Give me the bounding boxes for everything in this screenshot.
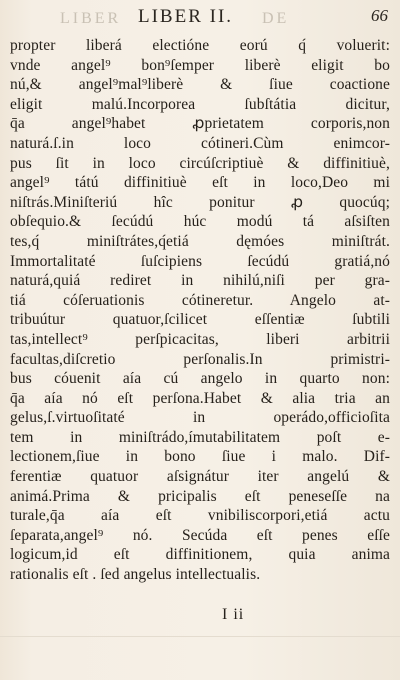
text-line: vnde angel⁹ bon⁹ſemper liberè eligit bo: [10, 56, 390, 74]
text-line: q̄a angel⁹habet ꝓprietatem corporis,non: [10, 115, 390, 133]
text-line: ſeparata,angel⁹ nó. Secúda eſt penes eſſe: [10, 526, 390, 544]
text-line: bus cóuenit aía cú angelo in quarto non:: [10, 370, 390, 388]
text-line: niſtrás.Miniſteriú hîc ponitur ꝓ quocúq;: [10, 193, 390, 211]
bleed-through-text-left: LIBER: [60, 10, 122, 27]
text-line: logicum,id eſt diffinitionem, quia anima: [10, 546, 390, 564]
page-bottom-shade: [0, 636, 400, 637]
bleed-through-text-right: DE: [262, 10, 290, 27]
text-line: eligit malú.Incorporea ſubſtátia dicitur,: [10, 95, 390, 113]
text-line: facultas,diſcretio perſonalis.In primistri-: [10, 350, 390, 368]
text-line: nú,& angel⁹mal⁹liberè & ſiue coactione: [10, 76, 390, 94]
text-line: ferentiæ quatuor aſsignátur iter angelú &: [10, 468, 390, 486]
text-line: tiá cóſeruationis cótineretur. Angelo at-: [10, 291, 390, 309]
text-line: rationalis eſt . ſed angelus intellectualis.: [10, 566, 261, 584]
text-line: obſequio.& ſecúdú húc modú tá aſsiſten: [10, 213, 390, 231]
text-line: lectionem,ſiue in bono ſiue i malo. Dif-: [10, 448, 390, 466]
text-line: Immortalitaté ſuſcipiens ſecúdú gratiá,nó: [10, 252, 390, 270]
text-line: q̄a aía nó eſt perſona.Habet & alia tria an: [10, 389, 390, 407]
text-line: tribuútur quatuor,ſcilicet eſſentiæ ſubtili: [10, 311, 390, 329]
text-line: animá.Prima & pricipalis eſt peneseſſe na: [10, 487, 390, 505]
running-head: LIBER II.: [138, 6, 234, 27]
text-line: turale,q̄a aía eſt vnibiliscorpori,etiá actu: [10, 507, 390, 525]
text-line: tes,q́ miniſtrátes,q́etiá dęmóes miniſtrát.: [10, 232, 390, 250]
text-line: gelus,ſ.virtuoſitaté in operádo,officioſita: [10, 409, 390, 427]
page-number: 66: [371, 6, 388, 25]
text-line: tas,intellect⁹ perſpicacitas, liberi arbitrii: [10, 330, 390, 348]
body-text: [10, 36, 390, 585]
text-line: naturá,quiá rediret in nihilú,niſi per gra-: [10, 272, 390, 290]
text-line: naturá.ſ.in loco cótineri.Cùm enimcor-: [10, 134, 390, 152]
text-line: tem in miniſtrádo,ímutabilitatem poſt e-: [10, 428, 390, 446]
text-line: propter liberá electióne eorú q́ voluerit:: [10, 37, 390, 54]
text-line: angel⁹ tátú diffinitiuè eſt in loco,Deo mi: [10, 174, 390, 192]
page-header: [0, 6, 400, 32]
signature-mark: I ii: [222, 606, 245, 623]
text-line: pus ſit in loco circúſcriptiuè & diffinitiuè,: [10, 154, 390, 172]
